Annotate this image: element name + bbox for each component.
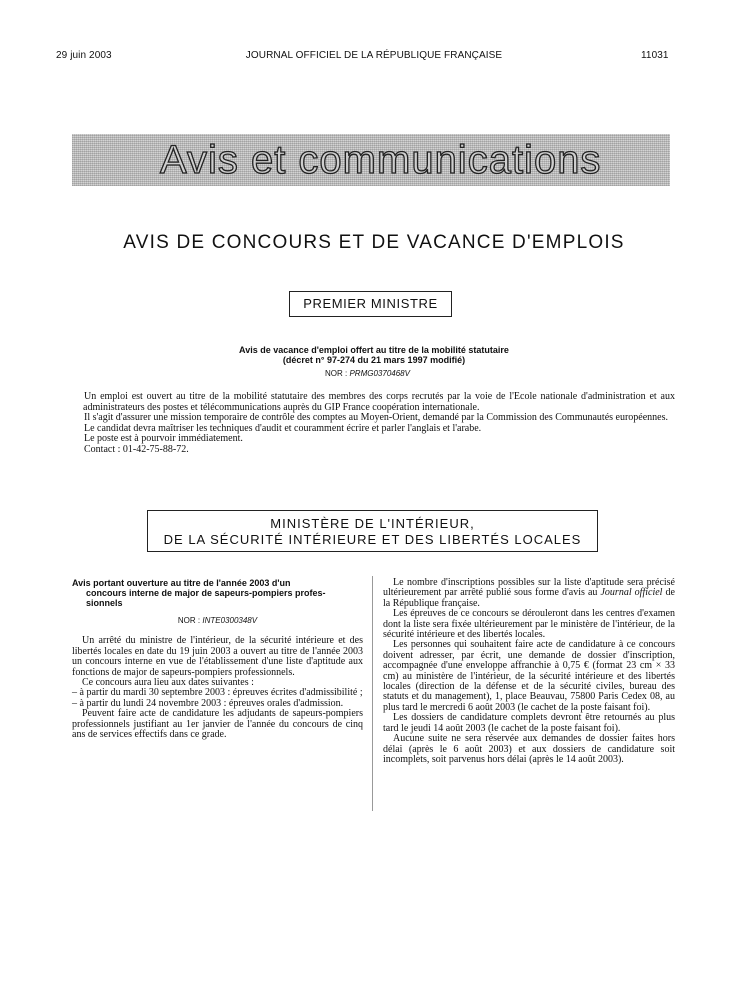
ministry-box-premier-ministre: PREMIER MINISTRE <box>289 291 452 317</box>
notice-title-line1: Avis de vacance d'emploi offert au titre de la mobilité statutaire <box>239 345 509 355</box>
nor-reference <box>72 616 363 626</box>
list-item: – à partir du lundi 24 novembre 2003 : épreuves orales d'admission. <box>72 697 344 709</box>
section-heading: AVIS DE CONCOURS ET DE VACANCE D'EMPLOIS <box>123 232 625 253</box>
right-column <box>383 578 675 765</box>
notice-title-line2: (décret n° 97-274 du 21 mars 1997 modifié) <box>282 355 466 365</box>
notice-body <box>83 392 675 456</box>
ministry-line1: MINISTÈRE DE L'INTÉRIEUR, <box>270 516 475 531</box>
paragraph: Les dossiers de candidature complets devront être retournés au plus tard le jeudi 14 août 2003 (le cachet de la poste faisant foi). <box>383 712 675 734</box>
header-date: 29 juin 2003 <box>56 50 112 61</box>
nor-label: NOR : <box>325 369 348 378</box>
avis-title-line3: sionnels <box>86 598 123 608</box>
nor-reference <box>325 369 410 378</box>
avis-title-line2: concours interne de major de sapeurs-pompiers profes- <box>86 588 326 598</box>
nor-code: INTE0300348V <box>202 616 258 625</box>
banner-title: Avis et communications <box>160 138 602 182</box>
nor-code: PRMG0370468V <box>349 369 410 378</box>
paragraph: Un arrêté du ministre de l'intérieur, de la sécurité intérieure et des libertés locales en date du 19 juin 2003 a ouvert au titre de l'année 2003 un concours interne en vue de l'établissement d'une liste d'aptitude aux fonctions de major de sapeurs-pompiers professionnels. <box>72 635 363 678</box>
paragraph: Le poste est à pourvoir immédiatement. <box>84 433 243 445</box>
avis-title <box>72 578 363 608</box>
paragraph: Aucune suite ne sera réservée aux demandes de dossier faites hors délai (après le 6 août 2003) et aux dossiers de candidature soit incomplets, soit parvenus hors délai (après le 14 août 2003). <box>383 733 675 765</box>
section-banner <box>72 134 670 186</box>
nor-label: NOR : <box>177 616 201 625</box>
paragraph: Les épreuves de ce concours se dérouleront dans les centres d'examen dont la liste sera fixée ultérieurement par le ministère de l'intérieur, de la sécurité intérieure et des libertés locales. <box>383 608 675 641</box>
header-journal-title: JOURNAL OFFICIEL DE LA RÉPUBLIQUE FRANÇAISE <box>245 50 503 61</box>
avis-title-line1: Avis portant ouverture au titre de l'année 2003 d'un <box>72 578 291 588</box>
column-divider <box>372 576 373 811</box>
paragraph: Peuvent faire acte de candidature les adjudants de sapeurs-pompiers professionnels justifiant au 1er janvier de l'année du concours de cinq ans de services effectifs dans ce grade. <box>72 708 363 741</box>
paragraph: Ce concours aura lieu aux dates suivantes : <box>82 677 254 689</box>
paragraph: Un emploi est ouvert au titre de la mobilité statutaire des membres des corps recrutés par la voie de l'Ecole nationale d'administration et aux administrateurs des postes et télécommunications auprès du GIP France coopération internationale. <box>83 391 675 413</box>
text-run: de la République française. <box>383 587 675 609</box>
list-item: – à partir du mardi 30 septembre 2003 : épreuves écrites d'admissibilité ; <box>72 687 363 699</box>
journal-officiel-italic: Journal officiel <box>600 587 663 599</box>
paragraph: Les personnes qui souhaitent faire acte de candidature à ce concours doivent adresser, par écrit, une demande de dossier d'inscription, accompagnée d'une enveloppe affranchie à 0,75 € (format 23 cm × 33 cm) au ministère de l'intérieur, de la sécurité intérieure et des libertés locales (direction de la défense et de la sécurité civiles, bureau des statuts et du management), 1, place Beauvau, 75800 Paris Cedex 08, au plus tard le mercredi 6 août 2003 (le cachet de la poste faisant foi). <box>383 639 675 713</box>
paragraph: Contact : 01-42-75-88-72. <box>84 443 189 455</box>
ministry-line2: DE LA SÉCURITÉ INTÉRIEURE ET DES LIBERTÉS LOCALES <box>163 532 582 547</box>
paragraph: Il s'agit d'assurer une mission temporaire de contrôle des comptes au Moyen-Orient, demandé par la Commission des Communautés européennes. <box>84 412 669 424</box>
text-run: Le nombre d'inscriptions possibles sur la liste d'aptitude sera précisé ultérieurement par arrêté publié sous forme d'avis au <box>383 577 675 599</box>
header-page-number: 11031 <box>641 50 669 61</box>
paragraph <box>383 578 675 609</box>
ministry-box-interieur <box>147 510 598 552</box>
left-column <box>72 578 363 740</box>
paragraph: Le candidat devra maîtriser les techniques d'audit et couramment écrire et parler l'anglais et l'arabe. <box>84 422 482 434</box>
